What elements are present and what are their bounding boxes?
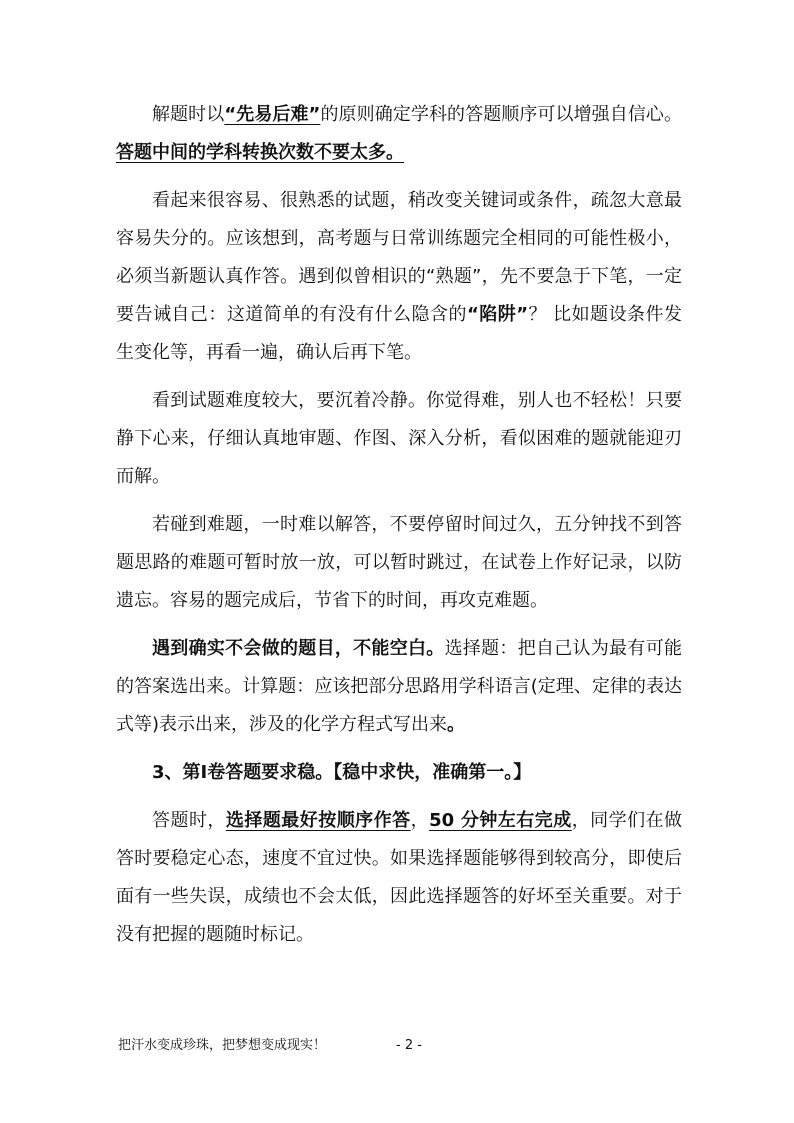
emphasis-50-minutes: 50 分钟左右完成 (429, 810, 572, 831)
paragraph-2-text: 看起来很容易、很熟悉的试题，稍改变关键词或条件，疏忽大意最容易失分的。应该想到，高考题与日常训练题完全相同的可能性极小，必须当新题认真作答。遇到似曾相识的“熟题”，先不要急于下笔，一定要告诫自己：这道简单的有没有什么隐含的 (116, 190, 682, 325)
paragraph-1-text-2: 的原则确定学科的答题顺序可以增强自信心。 (320, 104, 682, 125)
paragraph-2 (116, 182, 682, 372)
emphasis-order: 选择题最好按顺序作答 (225, 810, 411, 831)
footer-slogan: 把汗水变成珍珠，把梦想变成现实！ (118, 1038, 327, 1053)
section-heading-bracket: 【稳中求快，准确第一。】 (333, 762, 532, 783)
emphasis-no-blank: 遇到确实不会做的题目，不能空白。 (152, 638, 445, 659)
emphasis-subject-switch: 答题中间的学科转换次数不要太多。 (116, 142, 404, 163)
paragraph-4: 若碰到难题，一时难以解答，不要停留时间过久，五分钟找不到答题思路的难题可暂时放一放，可以暂时跳过，在试卷上作好记录，以防遗忘。容易的题完成后，节省下的时间，再攻克难题。 (116, 514, 682, 611)
paragraph-6-heading (116, 754, 682, 792)
paragraph-7 (116, 802, 682, 954)
emphasis-trap: “陷阱” (466, 304, 529, 325)
paragraph-5 (116, 630, 682, 744)
paragraph-1-text: 解题时以 (152, 104, 225, 125)
emphasis-easy-first: “先易后难” (224, 104, 321, 125)
paragraph-1 (116, 96, 682, 172)
paragraph-2-text-2: ？ 比如题设条件发生变化等，再看一遍，确认后再下笔。 (116, 304, 682, 363)
paragraph-7-comma: ， (410, 810, 430, 831)
section-heading: 3、第Ⅰ卷答题要求稳。 (152, 762, 334, 783)
paragraph-7-text-2: ，同学们在做答时要稳定心态，速度不宜过快。如果选择题能够得到较高分，即使后面有一些失误，成绩也不会太低，因此选择题答的好坏至关重要。对于没有把握的题随时标记。 (116, 810, 683, 945)
page-number: - 2 - (396, 1038, 422, 1053)
paragraph-5-text: 选择题：把自己认为最有可能的答案选出来。计算题：应该把部分思路用学科语言(定理、定律的表达式等)表示出来，涉及的化学方程式写出来 (116, 638, 683, 735)
paragraph-3: 看到试题难度较大，要沉着冷静。你觉得难，别人也不轻松！只要静下心来，仔细认真地审题、作图、深入分析，看似困难的题就能迎刃而解。 (116, 390, 682, 487)
document-body (116, 96, 682, 964)
paragraph-5-period: 。 (447, 714, 466, 735)
paragraph-7-text: 答题时， (152, 810, 226, 831)
